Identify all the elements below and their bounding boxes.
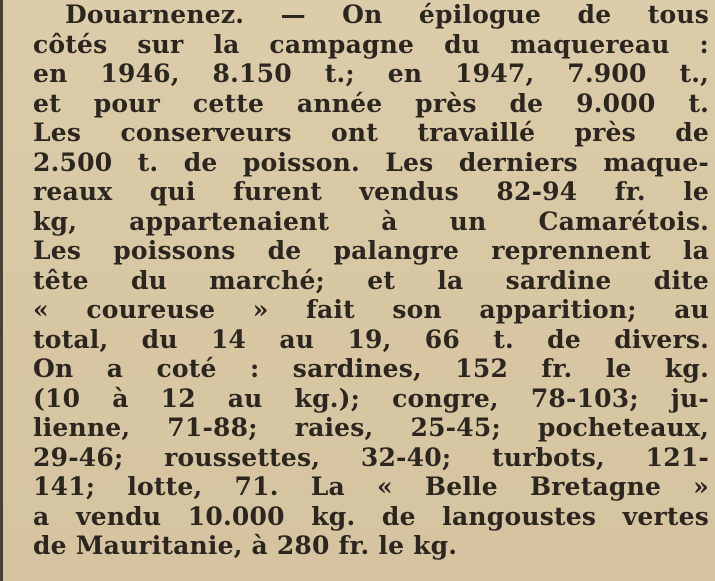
article-line: On a coté : sardines, 152 fr. le kg. (33, 354, 709, 383)
article-line: Les conserveurs ont travaillé près de (33, 118, 709, 147)
article-line: et pour cette année près de 9.000 t. (33, 88, 709, 118)
article-line: 29-46; roussettes, 32-40; turbots, 121- (33, 442, 709, 472)
article-line: « coureuse » fait son apparition; au (33, 295, 709, 324)
article-line: total, du 14 au 19, 66 t. de divers. (33, 324, 709, 354)
article-line: tête du marché; et la sardine dite (33, 265, 709, 295)
article-body (33, 0, 709, 561)
article-line: lienne, 71-88; raies, 25-45; pocheteaux, (33, 413, 709, 442)
article-line: de Mauritanie, à 280 fr. le kg. (33, 531, 458, 560)
article-line: côtés sur la campagne du maquereau : (33, 29, 709, 59)
article-line: en 1946, 8.150 t.; en 1947, 7.900 t., (33, 59, 709, 88)
article-line: Les poissons de palangre reprennent la (33, 236, 709, 265)
article-line: Douarnenez. — On épilogue de tous (65, 0, 709, 29)
article-line: reaux qui furent vendus 82-94 fr. le (33, 177, 709, 206)
article-line: 141; lotte, 71. La « Belle Bretagne » (33, 472, 709, 501)
article-line: kg, appartenaient à un Camarétois. (33, 206, 709, 236)
article-line: a vendu 10.000 kg. de langoustes vertes (33, 501, 709, 531)
article-line: 2.500 t. de poisson. Les derniers maque- (33, 147, 709, 177)
column-rule (0, 0, 3, 581)
article-line: (10 à 12 au kg.); congre, 78-103; ju- (33, 383, 709, 413)
